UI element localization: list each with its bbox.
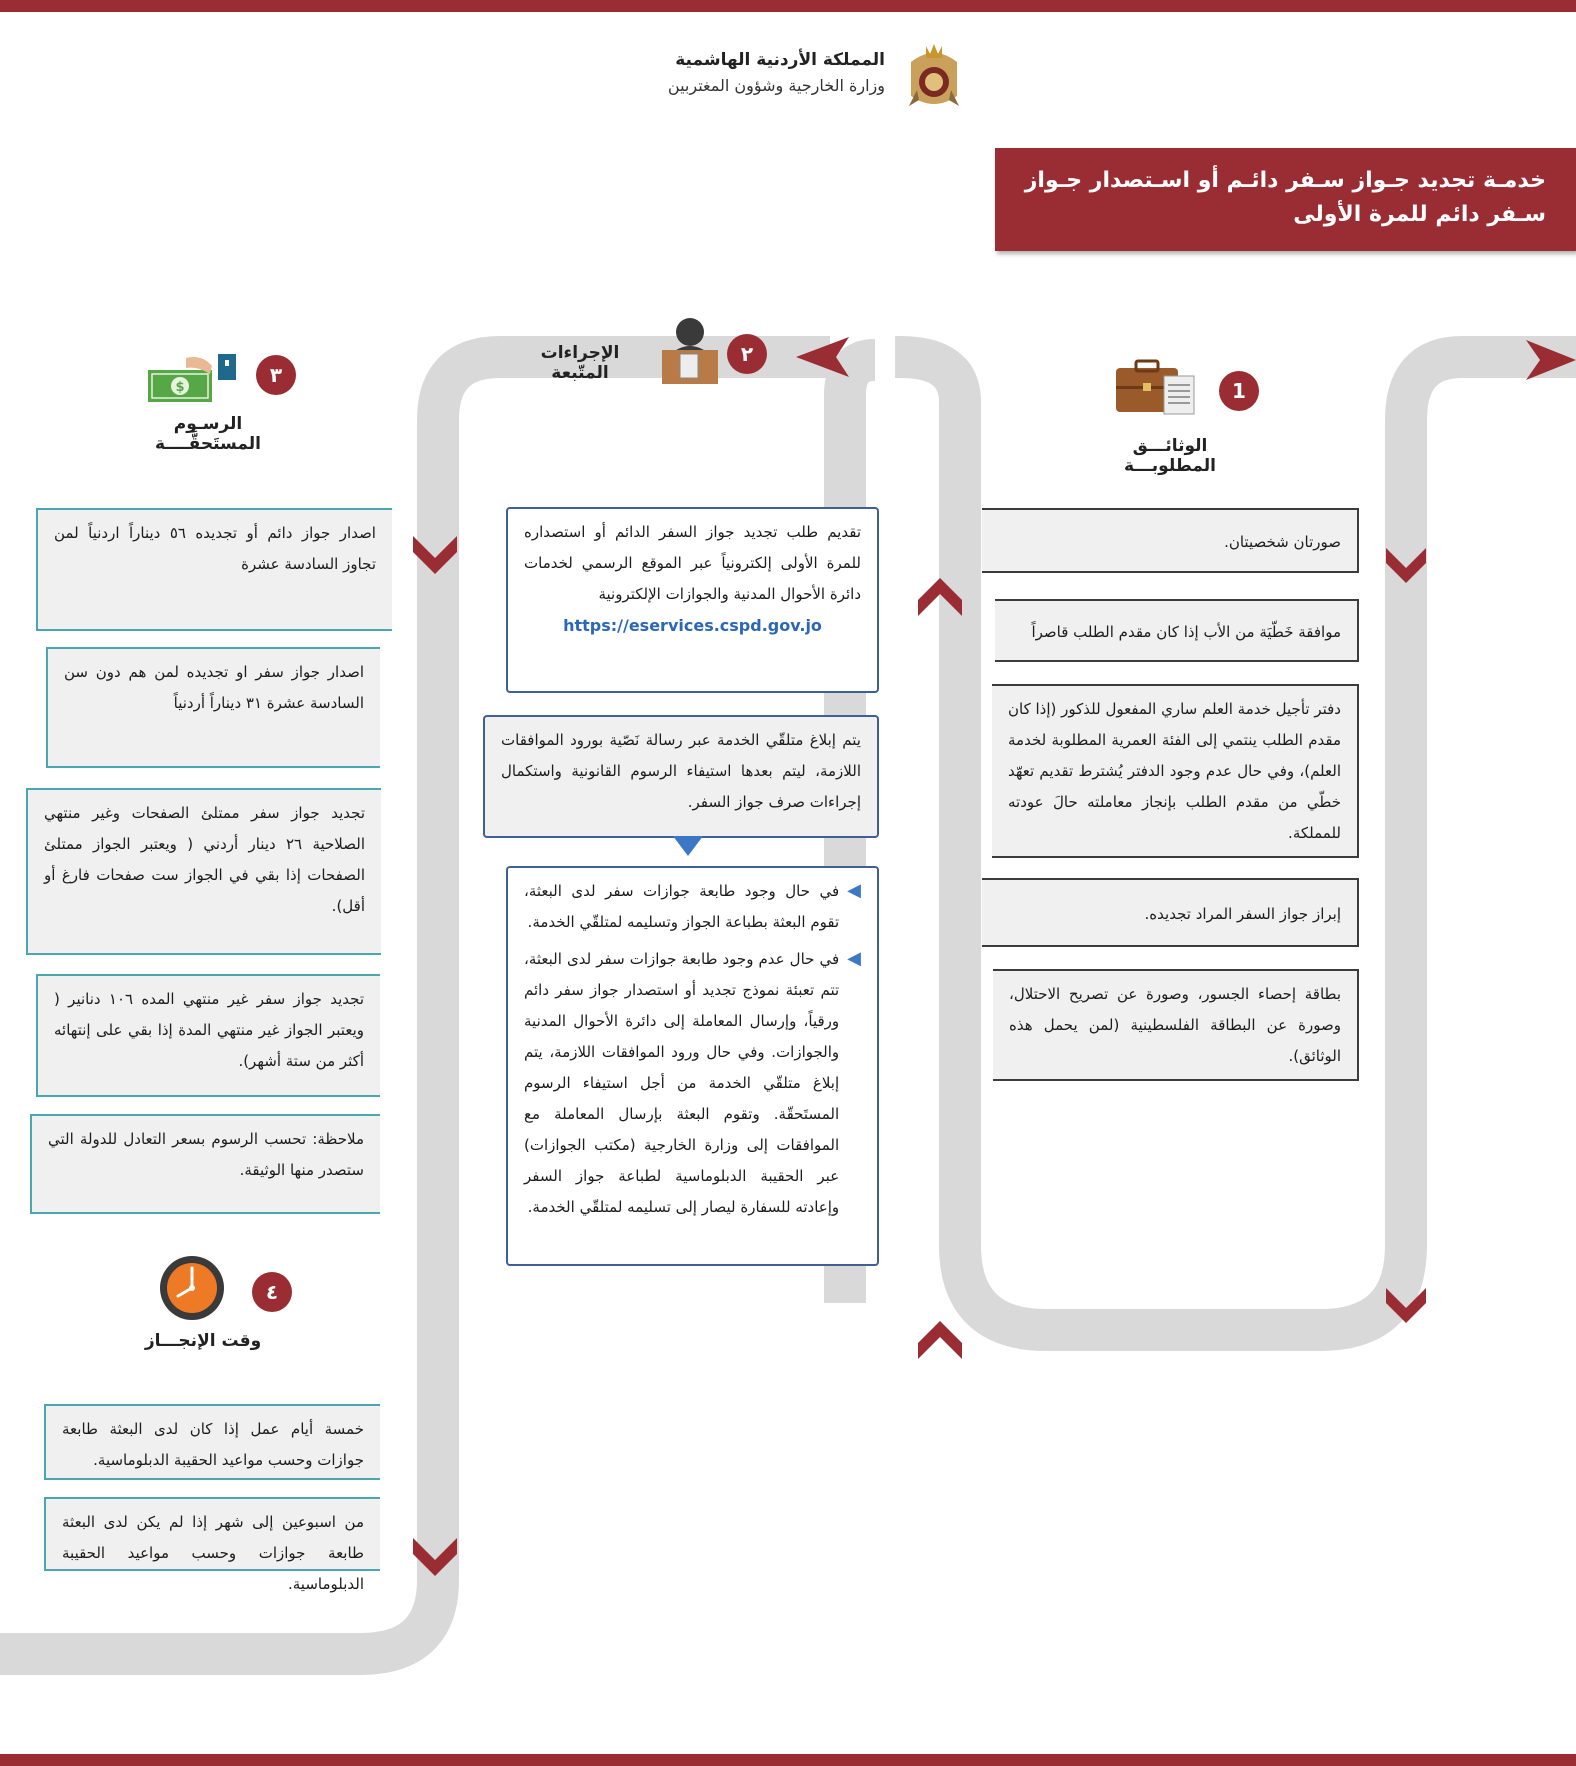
section-number-4: ٤ — [252, 1272, 292, 1312]
section-number-3: ٣ — [256, 355, 296, 395]
time-item: خمسة أيام عمل إذا كان لدى البعثة طابعة جوازات وحسب مواعيد الحقيبة الدبلوماسية. — [44, 1404, 380, 1480]
header-text — [600, 50, 885, 95]
section-number-1: 1 — [1219, 371, 1259, 411]
procedure-step-1: تقديم طلب تجديد جواز السفر الدائم أو استصداره للمرة الأولى إلكترونياً عبر الموقع الرسمي لخدمات دائرة الأحوال المدنية والجوازات الإلكترونية — [524, 523, 861, 603]
procedure-bullets-card — [506, 866, 879, 1266]
money-hand-icon — [146, 350, 240, 406]
procedure-bullet-2 — [524, 944, 861, 1223]
documents-label: الوثائـــق المطلوبـــة — [1124, 436, 1216, 476]
eservices-link[interactable]: https://eservices.cspd.gov.jo — [563, 616, 822, 635]
procedure-step-card — [506, 507, 879, 693]
document-item: دفتر تأجيل خدمة العلم ساري المفعول للذكور (إذا كان مقدم الطلب ينتمي إلى الفئة العمرية المطلوبة لخدمة العلم)، وفي حال عدم وجود الدفتر يُشترط تقديم تعهّد خطّي من مقدم الطلب بإنجاز معاملته حالَ عودته للمملكة. — [992, 684, 1359, 858]
svg-text:$: $ — [175, 380, 185, 395]
section-number-2: ٢ — [727, 334, 767, 374]
coat-of-arms-icon — [905, 40, 963, 112]
person-desk-icon — [660, 312, 720, 384]
briefcase-icon — [1112, 358, 1202, 418]
ministry-name: وزارة الخارجية وشؤون المغتربين — [667, 76, 885, 95]
procedures-label: الإجراءات المتّبعة — [540, 343, 620, 383]
document-item: بطاقة إحصاء الجسور، وصورة عن تصريح الاحتلال، وصورة عن البطاقة الفلسطينية (لمن يحمل هذه الوثائق). — [993, 969, 1359, 1081]
document-item: إبراز جواز السفر المراد تجديده. — [982, 878, 1359, 947]
time-label: وقت الإنجـــاز — [144, 1331, 262, 1351]
document-item: صورتان شخصيتان. — [982, 508, 1359, 573]
fee-item: اصدار جواز سفر او تجديده لمن هم دون سن السادسة عشرة ٣١ ديناراً أردنياً — [46, 647, 380, 768]
bullet-triangle-icon: ◀ — [847, 880, 861, 901]
down-arrow-icon — [673, 836, 703, 858]
clock-icon — [158, 1254, 226, 1322]
fees-label: الرسـوم المستَحقَّــــة — [155, 414, 261, 454]
document-item: موافقة خَطّيَة من الأب إذا كان مقدم الطلب قاصراً — [995, 599, 1359, 662]
fee-note: ملاحظة: تحسب الرسوم بسعر التعادل للدولة التي ستصدر منها الوثيقة. — [30, 1114, 380, 1214]
fee-item: اصدار جواز دائم أو تجديده ٥٦ ديناراً اردنياً لمن تجاوز السادسة عشرة — [36, 508, 392, 631]
bullet-text: في حال وجود طابعة جوازات سفر لدى البعثة، تقوم البعثة بطباعة الجواز وتسليمه لمتلقّي الخدمة. — [524, 882, 840, 931]
page-title: خدمـة تجديد جـواز سـفر دائـم أو اسـتصدار جـواز سـفر دائم للمرة الأولى — [995, 148, 1576, 251]
chevron-arrow-icon — [918, 1321, 962, 1359]
fee-item: تجديد جواز سفر غير منتهي المده ١٠٦ دنانير ( ويعتبر الجواز غير منتهي المدة إذا بقي على إنتهائه أكثر من ستة أشهر). — [36, 974, 380, 1097]
fee-item: تجديد جواز سفر ممتلئ الصفحات وغير منتهي الصلاحية ٢٦ دينار أردني ( ويعتبر الجواز ممتلئ الصفحات إذا بقي في الجواز ست صفحات فارغ أو أقل). — [26, 788, 381, 955]
bullet-text: في حال عدم وجود طابعة جوازات سفر لدى البعثة، تتم تعبئة نموذج تجديد أو استصدار جواز سفر دائم ورقياً، وإرسال المعاملة إلى دائرة الأحوال المدنية والجوازات. وفي حال ورود الموافقات اللازمة، يتم إبلاغ متلقّي الخدمة من أجل استيفاء الرسوم المستَحقّة. وتقوم البعثة بإرسال المعاملة مع الموافقات إلى وزارة الخارجية (مكتب الجوازات) عبر الحقيبة الدبلوماسية لطباعة جواز السفر وإعادته للسفارة ليصار إلى تسليمه لمتلقّي الخدمة. — [524, 950, 840, 1216]
procedure-bullet-1 — [524, 876, 861, 938]
bullet-triangle-icon: ◀ — [847, 948, 861, 969]
time-item: من اسبوعين إلى شهر إذا لم يكن لدى البعثة طابعة جوازات وحسب مواعيد الحقيبة الدبلوماسية. — [44, 1497, 380, 1571]
procedure-step-2: يتم إبلاغ متلقّي الخدمة عبر رسالة نَصّية بورود الموافقات اللازمة، ليتم بعدها استيفاء الرسوم القانونية واستكمال إجراءات صرف جواز السفر. — [483, 715, 879, 838]
kingdom-name: المملكة الأردنية الهاشمية — [675, 50, 885, 70]
